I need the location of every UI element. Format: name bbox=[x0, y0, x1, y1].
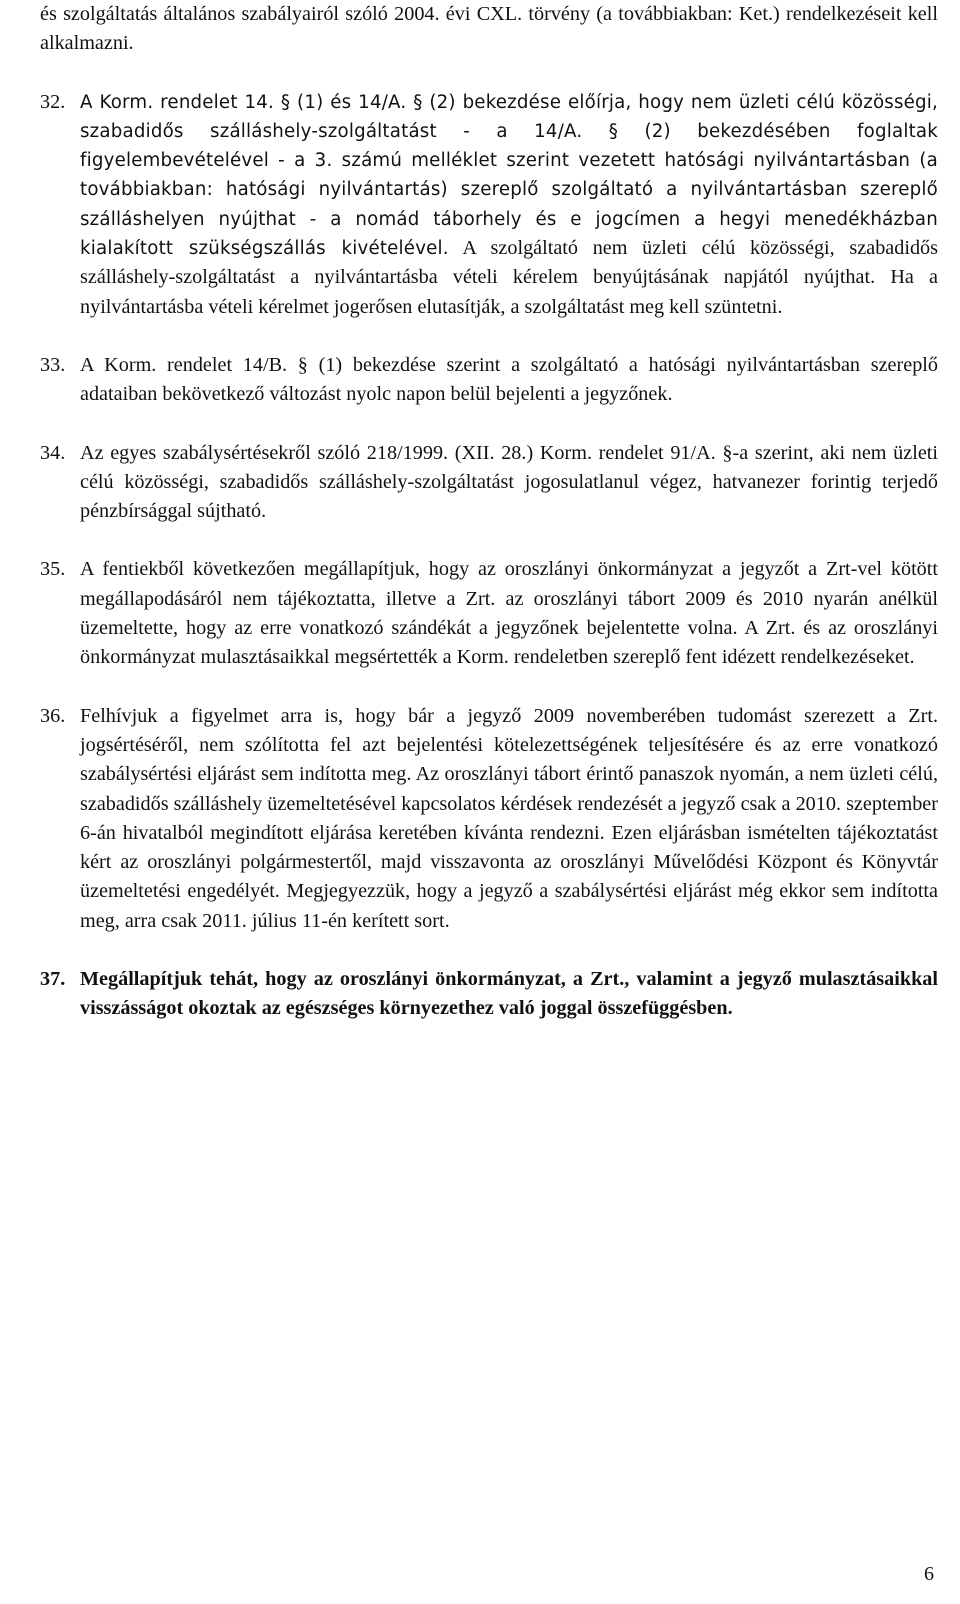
paragraph-37 bbox=[40, 965, 938, 1024]
paragraph-body: Az egyes szabálysértésekről szóló 218/1999. (XII. 28.) Korm. rendelet 91/A. §-a szerint, aki nem üzleti célú közösségi, szabadidős szálláshely-szolgáltatást jogosulatlanul végez, hatvanezer forintig terjedő pénzbírsággal sújtható. bbox=[80, 441, 938, 523]
paragraph-34 bbox=[40, 439, 938, 527]
paragraph-36 bbox=[40, 702, 938, 936]
paragraph-body: A fentiekből következően megállapítjuk, hogy az oroszlányi önkormányzat a jegyzőt a Zrt-vel kötött megállapodásáról nem tájékoztatta, illetve a Zrt. az oroszlányi tábort 2009 és 2010 nyarán anélkül üzemeltette, hogy az erre vonatkozó szándékát a jegyzőnek bejelentette volna. A Zrt. és az oroszlányi önkormányzat mulasztásaikkal megsértették a Korm. rendeletben szereplő fent idézett rendelkezéseket. bbox=[80, 558, 938, 669]
paragraph-number: 36. bbox=[40, 704, 66, 727]
page-number: 6 bbox=[924, 1563, 934, 1585]
paragraph-number: 34. bbox=[40, 441, 66, 464]
paragraph-number: 33. bbox=[40, 353, 66, 376]
fragment-paragraph: és szolgáltatás általános szabályairól szóló 2004. évi CXL. törvény (a továbbiakban: Ket.) rendelkezéseit kell alkalmazni. bbox=[40, 3, 938, 55]
paragraph-35 bbox=[40, 555, 938, 672]
paragraph-text: A szolgáltató nem üzleti célú közösségi, szabadidős szálláshely-szolgáltatást a nyilvántartásba vételi kérelem benyújtásának napjától nyújthat. Ha a nyilvántartásba vételi kérelmet jogerősen elutasítják, a szolgáltatást meg kell szüntetni. bbox=[80, 237, 938, 318]
paragraph-body: Felhívjuk a figyelmet arra is, hogy bár a jegyző 2009 novemberében tudomást szerezett a Zrt. jogsértéséről, nem szólította fel azt bejelentési kötelezettségének teljesítésére és az erre vonatkozó szabálysértési eljárást sem indította meg. Az oroszlányi tábort érintő panaszok nyomán, a nem üzleti célú, szabadidős szálláshely üzemeltetésével kapcsolatos kérdések rendezését a jegyző csak a 2010. szeptember 6-án hivatalból megindított eljárása keretében kívánta rendezni. Ezen eljárásban ismételten tájékoztatást kért az oroszlányi polgármestertől, majd visszavonta az oroszlányi Művelődési Központ és Könyvtár üzemeltetési engedélyét. Megjegyezzük, hogy a jegyző a szabálysértési eljárást még ekkor sem indította meg, arra csak 2011. július 11-én kerített sort. bbox=[80, 704, 938, 932]
paragraph-number: 32. bbox=[40, 90, 66, 113]
paragraph-body: A Korm. rendelet 14/B. § (1) bekezdése szerint a szolgáltató a hatósági nyilvántartásban szereplő adataiban bekövetkező változást nyolc napon belül bejelenti a jegyzőnek. bbox=[80, 353, 938, 406]
paragraph-body bbox=[80, 88, 938, 322]
paragraph-number: 35. bbox=[40, 558, 66, 581]
paragraph-body: Megállapítjuk tehát, hogy az oroszlányi önkormányzat, a Zrt., valamint a jegyző mulasztásaikkal visszásságot okoztak az egészséges környezethez való joggal összefüggésben. bbox=[80, 968, 938, 1020]
paragraph-number: 37. bbox=[40, 968, 66, 991]
paragraph-text: A Korm. rendelet 14. § (1) és 14/A. § (2) bekezdése előírja, hogy nem üzleti célú közösségi, szabadidős szálláshely-szolgáltatást - a 14/A. § (2) bekezdésében foglaltak figyelembevételével - a 3. számú melléklet szerint vezetett hatósági nyilvántartásban (a továbbiakban: hatósági nyilvántartás) szereplő szolgáltató a nyilvántartásban szereplő szálláshelyen nyújthat - a nomád táborhely és e jogcímen a hegyi menedékházban kialakított szükségszállás kivételével. bbox=[80, 91, 938, 260]
paragraph-32 bbox=[40, 88, 938, 322]
document-page bbox=[40, 0, 938, 1053]
paragraph-33 bbox=[40, 351, 938, 410]
